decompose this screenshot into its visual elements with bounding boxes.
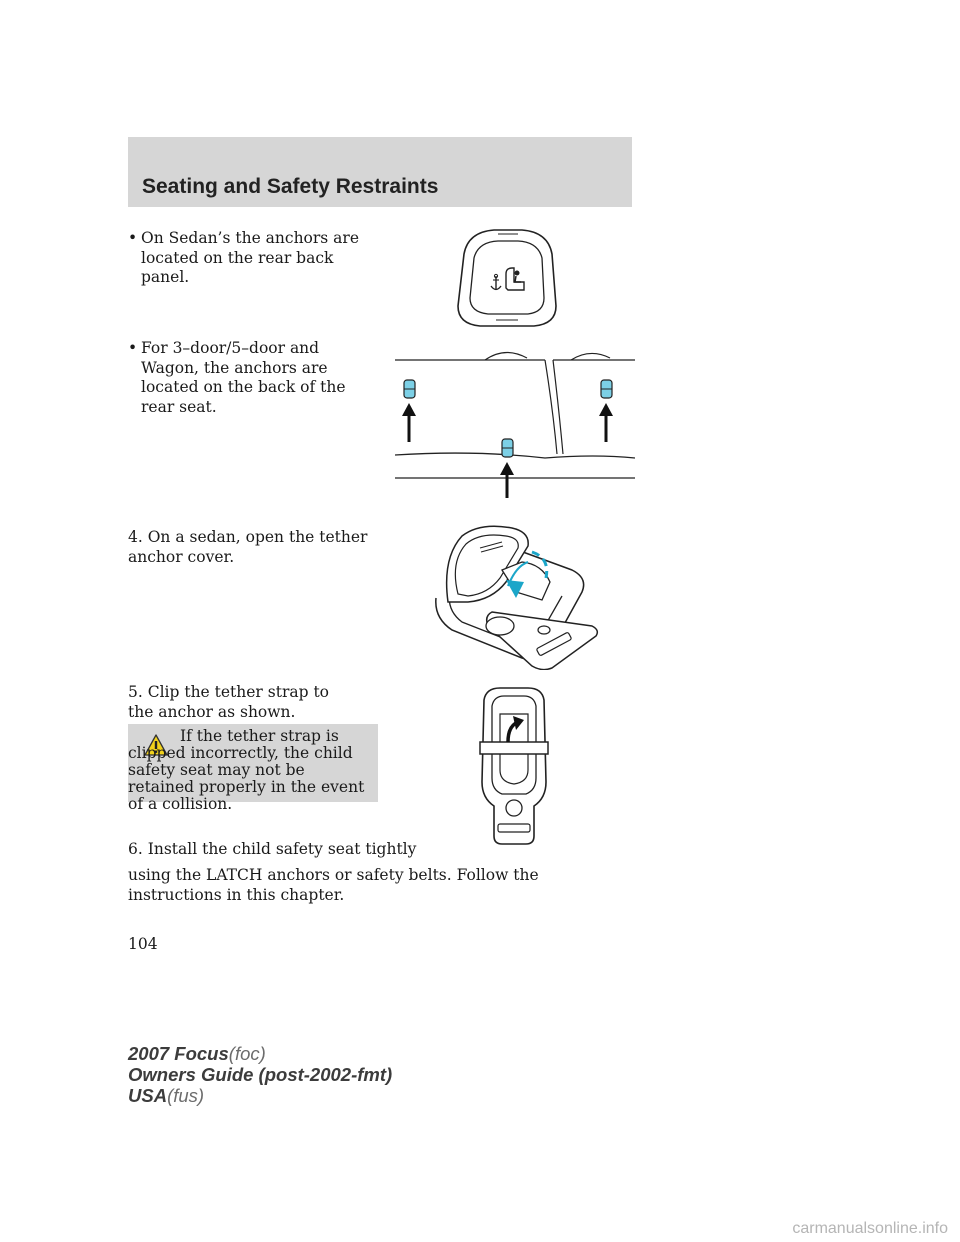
warning-message: If the tether strap is clipped incorrectly, the child safety seat may not be retained properly in the event of a collision. [128,727,365,813]
document-footer [128,1043,392,1106]
step-5-text: 5. Clip the tether strap to the anchor as shown. [128,683,330,721]
anchor-slot-left [404,380,415,398]
step-4-text: 4. On a sedan, open the tether anchor cover. [128,528,368,566]
section-header [128,137,632,207]
footer-model-code: (foc) [228,1043,266,1064]
rear-seat-anchors-illustration [395,350,635,502]
bullet-glyph: • [128,339,138,357]
bullet-sedan-text: On Sedan’s the anchors are located on the rear back panel. [141,229,360,286]
warning-text [128,728,368,813]
step-6-line2: using the LATCH anchors or safety belts. Follow the instructions in this chapter. [128,866,539,904]
anchor-slot-center [502,439,513,457]
watermark: carmanualsonline.info [792,1220,948,1237]
footer-market: USA [128,1085,168,1106]
page-number: 104 [128,935,158,953]
bullet-glyph: • [128,229,138,247]
footer-guide: Owners Guide (post-2002-fmt) [128,1064,393,1085]
footer-line-2 [128,1064,392,1085]
footer-model: 2007 Focus [128,1043,229,1064]
footer-line-3 [128,1085,392,1106]
warning-box [128,724,378,813]
bullet-wagon-text: For 3–door/5–door and Wagon, the anchors are located on the back of the rear seat. [141,339,346,416]
anchor-slot-right [601,380,612,398]
section-title: Seating and Safety Restraints [142,175,439,198]
open-anchor-cover-illustration [432,518,600,670]
footer-line-1 [128,1043,392,1064]
footer-market-code: (fus) [167,1085,205,1106]
step-6-line1: 6. Install the child safety seat tightly [128,840,417,858]
sedan-anchor-cover-illustration [452,226,562,328]
tether-clip-illustration [478,686,550,846]
